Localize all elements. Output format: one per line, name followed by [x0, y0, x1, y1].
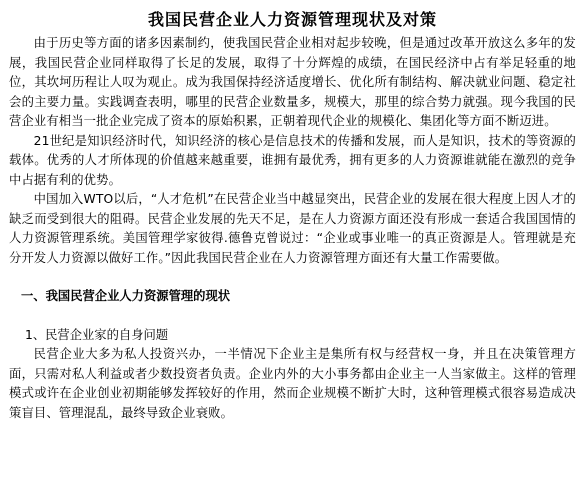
spacer	[9, 268, 576, 287]
subsection-paragraph: 民营企业大多为私人投资兴办，一半情况下企业主是集所有权与经营权一身，并且在决策管理方面，只需对私人利益或者少数投资者负责。企业内外的大小事务都由企业主一人当家做主。这样的管理模式或许在企业创业初期能够发挥较好的作用，然而企业规模不断扩大时，这种管理模式很容易造成决策盲目、管理混乱，最终导致企业衰败。	[9, 347, 576, 420]
intro-paragraph-3: 中国加入WTO以后，“人才危机”在民营企业当中越显突出，民营企业的发展在很大程度上因人才的缺乏而受到很大的阻碍。民营企业发展的先天不足，是在人力资源方面还没有形成一套适合我国国情的人力资源管理系统。美国管理学家彼得.德鲁克曾说过：“企业或事业唯一的真正资源是人。管理就是充分开发人力资源以做好工作。”因此我国民营企业在人力资源管理方面还有大量工作需要做。	[9, 192, 576, 265]
document-title: 我国民营企业人力资源管理现状及对策	[147, 10, 437, 29]
section-heading: 一、我国民营企业人力资源管理的现状	[21, 289, 231, 303]
subsection-heading: 1、民营企业家的自身问题	[25, 327, 169, 342]
spacer	[9, 307, 576, 326]
intro-paragraph-1: 由于历史等方面的诸多因素制约，使我国民营企业相对起步较晚，但是通过改革开放这么多年的发展，我国民营企业同样取得了长足的发展，取得了十分辉煌的成绩，在国民经济中占有举足轻重的地位，其坎坷历程让人叹为观止。成为我国保持经济适度增长、优化所有制结构、解决就业问题、稳定社会的主要力量。实践调查表明，哪里的民营企业数量多，规模大，那里的综合势力就强。现今我国的民营企业有相当一批企业完成了资本的原始积累，正朝着现代企业的规模化、集团化等方面不断迈进。	[9, 36, 576, 128]
intro-paragraph-2: 21世纪是知识经济时代，知识经济的核心是信息技术的传播和发展，而人是知识，技术的等资源的载体。优秀的人才所体现的价值越来越重要，谁拥有最优秀，拥有更多的人力资源谁就能在激烈的竞争中占据有利的优势。	[9, 133, 576, 187]
